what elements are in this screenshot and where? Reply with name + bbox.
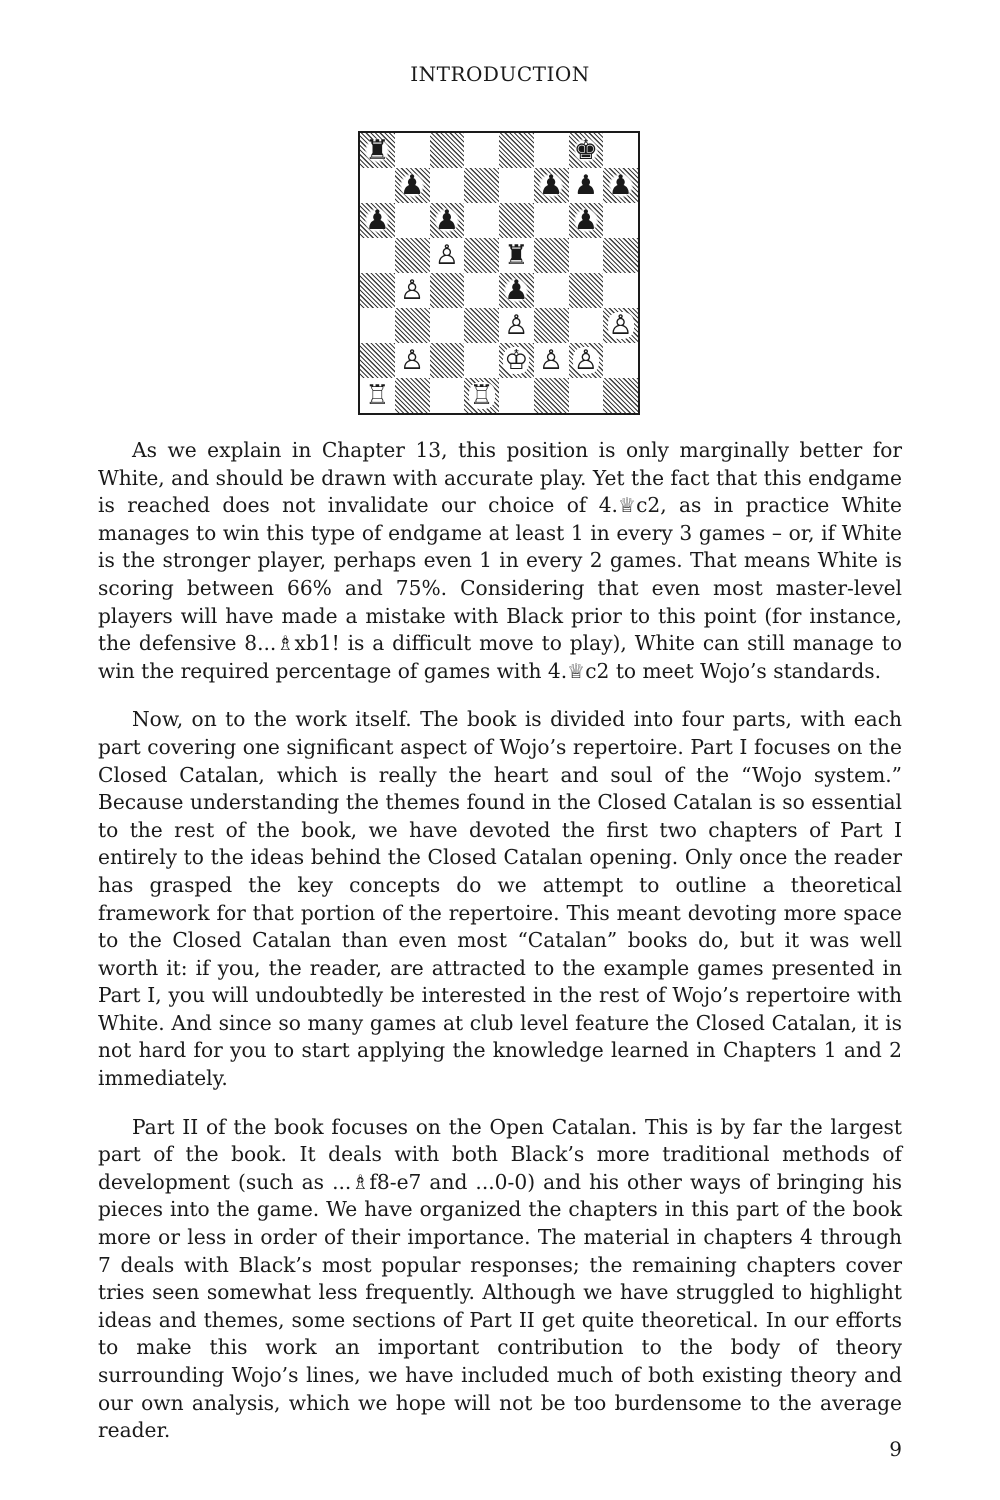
square-d2 <box>464 343 499 378</box>
black-rook-icon: ♜ <box>504 240 529 271</box>
square-f1 <box>534 378 569 413</box>
square-c1 <box>430 378 465 413</box>
black-pawn-icon: ♟ <box>573 205 598 236</box>
white-pawn-icon: ♙ <box>400 275 425 306</box>
white-pawn-icon: ♙ <box>573 345 598 376</box>
square-f8 <box>534 133 569 168</box>
square-f7 <box>534 168 569 203</box>
square-g8 <box>569 133 604 168</box>
square-b6 <box>395 203 430 238</box>
square-g5 <box>569 238 604 273</box>
square-a8 <box>360 133 395 168</box>
black-pawn-icon: ♟ <box>539 170 564 201</box>
square-d7 <box>464 168 499 203</box>
black-pawn-icon: ♟ <box>365 205 390 236</box>
square-b1 <box>395 378 430 413</box>
square-f6 <box>534 203 569 238</box>
paragraph-1: As we explain in Chapter 13, this position is only marginally better for White, and should be drawn with accurate play. Yet the fact that this endgame is reached does not invalidate our choice of 4.♕c2, as in practice White manages to win this type of endgame at least 1 in every 3 games – or, if White is the stronger player, perhaps even 1 in every 2 games. That means White is scoring between 66% and 75%. Considering that even most master-level players will have made a mistake with Black prior to this point (for instance, the defensive 8...♗xb1! is a difficult move to play), White can still manage to win the required percentage of games with 4.♕c2 to meet Wojo’s standards. <box>98 438 902 683</box>
square-a5 <box>360 238 395 273</box>
square-e7 <box>499 168 534 203</box>
square-b3 <box>395 308 430 343</box>
chess-board <box>360 133 638 413</box>
black-pawn-icon: ♟ <box>608 170 633 201</box>
white-pawn-icon: ♙ <box>400 345 425 376</box>
square-d1 <box>464 378 499 413</box>
black-pawn-icon: ♟ <box>434 205 459 236</box>
square-c8 <box>430 133 465 168</box>
square-h6 <box>603 203 638 238</box>
square-b4 <box>395 273 430 308</box>
square-g7 <box>569 168 604 203</box>
square-e4 <box>499 273 534 308</box>
body-text <box>98 437 902 1466</box>
square-a4 <box>360 273 395 308</box>
black-pawn-icon: ♟ <box>573 170 598 201</box>
square-g6 <box>569 203 604 238</box>
square-c3 <box>430 308 465 343</box>
square-h5 <box>603 238 638 273</box>
square-c5 <box>430 238 465 273</box>
square-d3 <box>464 308 499 343</box>
square-f5 <box>534 238 569 273</box>
white-rook-icon: ♖ <box>365 380 390 411</box>
square-h1 <box>603 378 638 413</box>
square-g1 <box>569 378 604 413</box>
square-f4 <box>534 273 569 308</box>
running-header: INTRODUCTION <box>410 62 590 86</box>
square-c6 <box>430 203 465 238</box>
square-b7 <box>395 168 430 203</box>
square-h3 <box>603 308 638 343</box>
white-pawn-icon: ♙ <box>434 240 459 271</box>
square-g3 <box>569 308 604 343</box>
black-pawn-icon: ♟ <box>400 170 425 201</box>
square-d4 <box>464 273 499 308</box>
square-a7 <box>360 168 395 203</box>
white-pawn-icon: ♙ <box>504 310 529 341</box>
square-b2 <box>395 343 430 378</box>
square-e6 <box>499 203 534 238</box>
square-a2 <box>360 343 395 378</box>
square-e8 <box>499 133 534 168</box>
paragraph-2: Now, on to the work itself. The book is divided into four parts, with each part covering one significant aspect of Wojo’s repertoire. Part I focuses on the Closed Catalan, which is really the heart and soul of the “Wojo system.” Because understanding the themes found in the Closed Catalan is so essential to the rest of the book, we have devoted the first two chapters of Part I entirely to the ideas behind the Closed Catalan opening. Only once the reader has grasped the key concepts do we attempt to outline a theoretical framework for that portion of the repertoire. This meant devoting more space to the Closed Catalan than even most “Catalan” books do, but it was well worth it: if you, the reader, are attracted to the example games presented in Part I, you will undoubtedly be interested in the rest of Wojo’s repertoire with White. And since so many games at club level feature the Closed Catalan, it is not hard for you to start applying the knowledge learned in Chapters 1 and 2 immediately. <box>98 707 902 1091</box>
square-d5 <box>464 238 499 273</box>
square-g2 <box>569 343 604 378</box>
square-c4 <box>430 273 465 308</box>
square-c7 <box>430 168 465 203</box>
square-e1 <box>499 378 534 413</box>
black-pawn-icon: ♟ <box>504 275 529 306</box>
square-h4 <box>603 273 638 308</box>
square-h7 <box>603 168 638 203</box>
square-a3 <box>360 308 395 343</box>
white-rook-icon: ♖ <box>469 380 494 411</box>
square-a6 <box>360 203 395 238</box>
white-king-icon: ♔ <box>504 345 529 376</box>
white-pawn-icon: ♙ <box>539 345 564 376</box>
square-h8 <box>603 133 638 168</box>
square-e2 <box>499 343 534 378</box>
square-b5 <box>395 238 430 273</box>
black-king-icon: ♚ <box>573 135 598 166</box>
square-e5 <box>499 238 534 273</box>
chess-diagram <box>358 131 640 415</box>
square-e3 <box>499 308 534 343</box>
square-f2 <box>534 343 569 378</box>
square-b8 <box>395 133 430 168</box>
paragraph-3: Part II of the book focuses on the Open Catalan. This is by far the largest part of the book. It deals with both Black’s more traditional methods of development (such as ...♗f8-e7 and ...0-0) and his other ways of bringing his pieces into the game. We have organized the chapters in this part of the book more or less in order of their importance. The material in chapters 4 through 7 deals with Black’s most popular responses; the remaining chapters cover tries seen somewhat less frequently. Although we have struggled to highlight ideas and themes, some sections of Part II get quite theoretical. In our efforts to make this work an important contribution to the body of theory surrounding Wojo’s lines, we have included much of both existing theory and our own analysis, which we hope will not be too burdensome to the average reader. <box>98 1114 902 1443</box>
white-pawn-icon: ♙ <box>608 310 633 341</box>
square-g4 <box>569 273 604 308</box>
square-c2 <box>430 343 465 378</box>
square-d6 <box>464 203 499 238</box>
square-a1 <box>360 378 395 413</box>
page-number: 9 <box>889 1437 902 1461</box>
square-f3 <box>534 308 569 343</box>
square-h2 <box>603 343 638 378</box>
square-d8 <box>464 133 499 168</box>
black-rook-icon: ♜ <box>365 135 390 166</box>
